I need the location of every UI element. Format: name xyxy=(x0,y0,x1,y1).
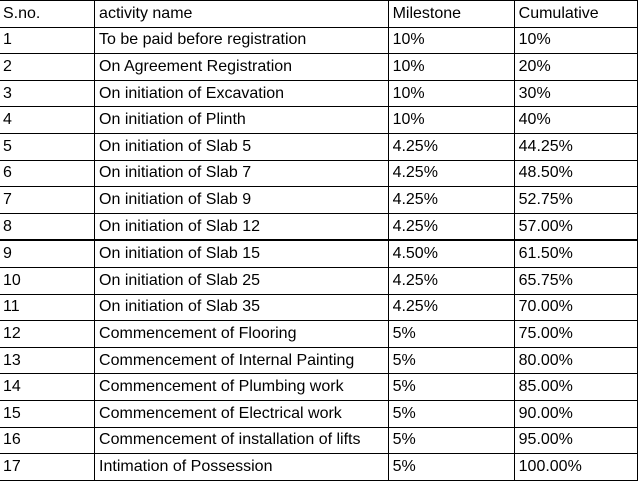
table-row xyxy=(0,213,638,240)
cell-cumulative: 40% xyxy=(514,107,637,134)
cell-cumulative: 20% xyxy=(514,54,637,81)
cell-sno: 10 xyxy=(0,267,95,294)
cell-cumulative: 30% xyxy=(514,80,637,107)
cell-milestone: 5% xyxy=(388,321,514,348)
cell-sno: 13 xyxy=(0,347,95,374)
cell-milestone: 4.25% xyxy=(388,133,514,160)
cell-activity-name: To be paid before registration xyxy=(95,27,389,54)
cell-activity-name: Commencement of Electrical work xyxy=(95,400,389,427)
cell-sno: 14 xyxy=(0,374,95,401)
table-row xyxy=(0,374,638,401)
cell-activity-name: On initiation of Excavation xyxy=(95,80,389,107)
cell-cumulative: 48.50% xyxy=(514,160,637,187)
cell-cumulative: 57.00% xyxy=(514,213,637,240)
cell-milestone: 4.25% xyxy=(388,294,514,321)
cell-sno: 17 xyxy=(0,454,95,481)
table-row xyxy=(0,160,638,187)
cell-sno: 7 xyxy=(0,187,95,214)
cell-activity-name: Commencement of installation of lifts xyxy=(95,427,389,454)
cell-sno: 5 xyxy=(0,133,95,160)
cell-cumulative: 70.00% xyxy=(514,294,637,321)
cell-milestone: 10% xyxy=(388,107,514,134)
cell-milestone: 4.25% xyxy=(388,160,514,187)
table-row xyxy=(0,54,638,81)
table-row xyxy=(0,267,638,294)
cell-milestone: 5% xyxy=(388,374,514,401)
cell-cumulative: 44.25% xyxy=(514,133,637,160)
cell-cumulative: 80.00% xyxy=(514,347,637,374)
cell-activity-name: On initiation of Slab 35 xyxy=(95,294,389,321)
table-row xyxy=(0,107,638,134)
table-row xyxy=(0,240,638,267)
cell-activity-name: Intimation of Possession xyxy=(95,454,389,481)
cell-milestone: 5% xyxy=(388,347,514,374)
table-row xyxy=(0,427,638,454)
cell-activity-name: On initiation of Slab 5 xyxy=(95,133,389,160)
cell-cumulative: 52.75% xyxy=(514,187,637,214)
cell-milestone: 5% xyxy=(388,427,514,454)
table-header-row xyxy=(0,1,638,28)
cell-milestone: 5% xyxy=(388,400,514,427)
cell-sno: 16 xyxy=(0,427,95,454)
cell-milestone: 10% xyxy=(388,27,514,54)
cell-cumulative: 75.00% xyxy=(514,321,637,348)
cell-activity-name: On initiation of Plinth xyxy=(95,107,389,134)
header-cumulative: Cumulative xyxy=(514,1,637,28)
cell-activity-name: Commencement of Flooring xyxy=(95,321,389,348)
table-row xyxy=(0,400,638,427)
cell-sno: 15 xyxy=(0,400,95,427)
cell-sno: 8 xyxy=(0,213,95,240)
cell-sno: 1 xyxy=(0,27,95,54)
header-sno: S.no. xyxy=(0,1,95,28)
table-body xyxy=(0,27,638,480)
table-row xyxy=(0,27,638,54)
cell-cumulative: 95.00% xyxy=(514,427,637,454)
cell-activity-name: On Agreement Registration xyxy=(95,54,389,81)
cell-cumulative: 10% xyxy=(514,27,637,54)
cell-sno: 3 xyxy=(0,80,95,107)
table-row xyxy=(0,133,638,160)
cell-activity-name: Commencement of Internal Painting xyxy=(95,347,389,374)
cell-milestone: 4.25% xyxy=(388,187,514,214)
header-milestone: Milestone xyxy=(388,1,514,28)
cell-activity-name: On initiation of Slab 9 xyxy=(95,187,389,214)
table-row xyxy=(0,321,638,348)
table-row xyxy=(0,454,638,481)
cell-milestone: 10% xyxy=(388,54,514,81)
cell-activity-name: On initiation of Slab 12 xyxy=(95,213,389,240)
cell-activity-name: On initiation of Slab 15 xyxy=(95,240,389,267)
cell-cumulative: 85.00% xyxy=(514,374,637,401)
cell-activity-name: Commencement of Plumbing work xyxy=(95,374,389,401)
cell-activity-name: On initiation of Slab 25 xyxy=(95,267,389,294)
table-row xyxy=(0,80,638,107)
cell-sno: 12 xyxy=(0,321,95,348)
cell-sno: 9 xyxy=(0,240,95,267)
table-row xyxy=(0,294,638,321)
header-activity-name: activity name xyxy=(95,1,389,28)
cell-cumulative: 61.50% xyxy=(514,240,637,267)
cell-milestone: 4.25% xyxy=(388,213,514,240)
cell-activity-name: On initiation of Slab 7 xyxy=(95,160,389,187)
cell-cumulative: 100.00% xyxy=(514,454,637,481)
cell-sno: 6 xyxy=(0,160,95,187)
cell-milestone: 10% xyxy=(388,80,514,107)
cell-milestone: 4.50% xyxy=(388,240,514,267)
table-row xyxy=(0,187,638,214)
cell-cumulative: 65.75% xyxy=(514,267,637,294)
cell-sno: 2 xyxy=(0,54,95,81)
cell-milestone: 4.25% xyxy=(388,267,514,294)
table-row xyxy=(0,347,638,374)
cell-cumulative: 90.00% xyxy=(514,400,637,427)
cell-sno: 11 xyxy=(0,294,95,321)
cell-sno: 4 xyxy=(0,107,95,134)
cell-milestone: 5% xyxy=(388,454,514,481)
